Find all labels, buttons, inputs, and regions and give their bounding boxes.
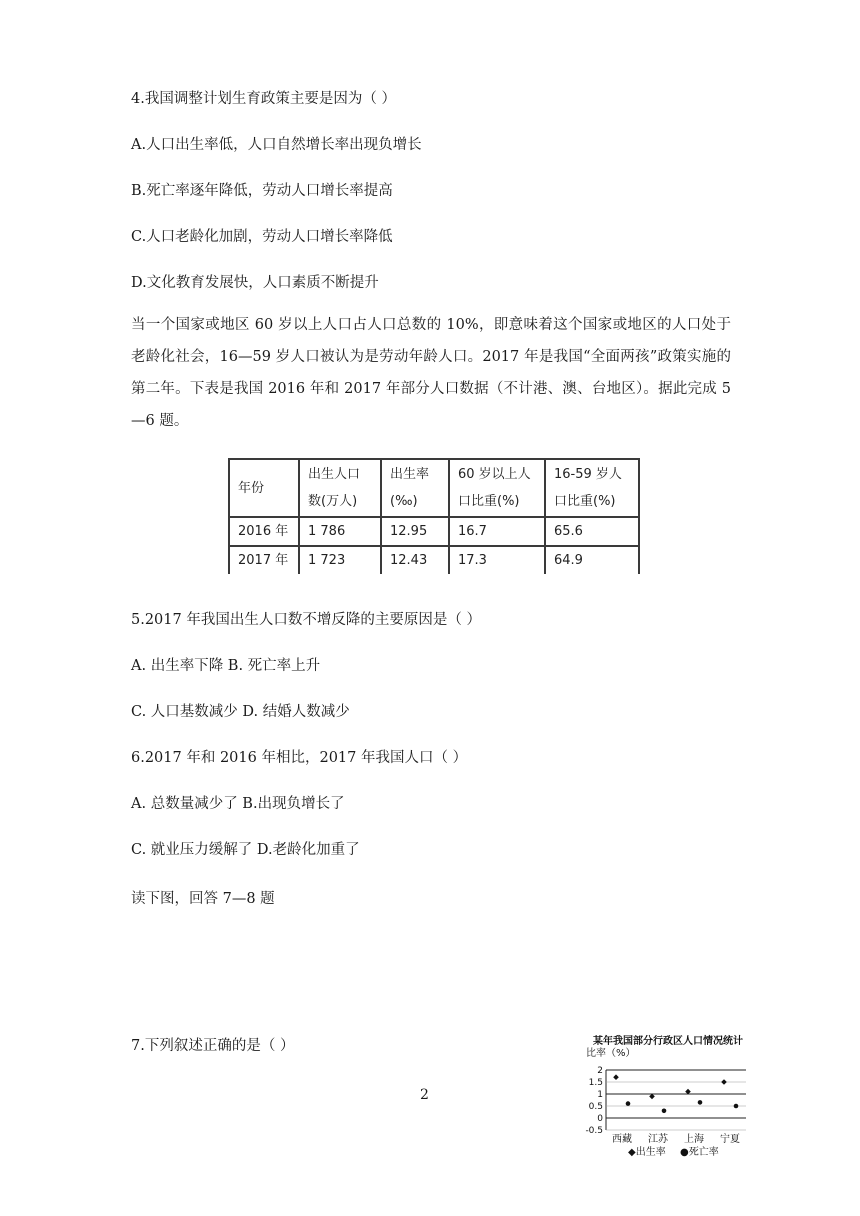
table-cell: 12.95 [381,517,449,546]
q4-option-a: A.人口出生率低，人口自然增长率出现负增长 [131,137,422,153]
population-rate-chart [580,1032,760,1162]
table-cell: 17.3 [449,546,545,574]
table-cell: 64.9 [545,546,639,574]
table-header-cell: 16-59 岁人口比重(%) [545,459,639,517]
table-header-cell: 60 岁以上人口比重(%) [449,459,545,517]
x-tick-label: 江苏 [648,1134,668,1145]
read-figure-prompt: 读下图，回答 7—8 题 [131,891,275,907]
table-cell: 16.7 [449,517,545,546]
q7-stem: 7.下列叙述正确的是（ ） [131,1038,295,1054]
q5-stem: 5.2017 年我国出生人口数不增反降的主要原因是（ ） [131,612,481,628]
population-table [228,458,640,574]
death-rate-point [734,1104,739,1109]
chart-ylabel: 比率（%） [586,1048,636,1059]
table-header-cell: 出生人口数(万人) [299,459,381,517]
birth-rate-point [613,1074,619,1080]
q6-options-ab: A. 总数量减少了 B.出现负增长了 [131,796,345,812]
q4-option-d: D.文化教育发展快，人口素质不断提升 [131,275,379,291]
chart-title: 某年我国部分行政区人口情况统计 [593,1036,743,1047]
q6-options-cd: C. 就业压力缓解了 D.老龄化加重了 [131,842,360,858]
table-cell: 65.6 [545,517,639,546]
table-cell: 1 786 [299,517,381,546]
y-tick-label: 0.5 [588,1102,603,1112]
table-row [229,546,639,574]
table-cell: 1 723 [299,546,381,574]
q4-option-b: B.死亡率逐年降低，劳动人口增长率提高 [131,183,393,199]
x-tick-label: 上海 [684,1134,704,1145]
death-rate-point [662,1109,667,1114]
table-header-cell: 出生率(‰) [381,459,449,517]
q6-stem: 6.2017 年和 2016 年相比，2017 年我国人口（ ） [131,750,468,766]
death-rate-point [698,1100,703,1105]
table-header-cell: 年份 [229,459,299,517]
table-header-row [229,459,639,517]
legend-birth-rate: ◆出生率 [628,1147,666,1158]
q5-options-cd: C. 人口基数减少 D. 结婚人数减少 [131,704,350,720]
table-cell: 12.43 [381,546,449,574]
table-cell: 2016 年 [229,517,299,546]
q4-option-c: C.人口老龄化加剧，劳动人口增长率降低 [131,229,393,245]
y-tick-label: -0.5 [585,1126,603,1136]
table-row [229,517,639,546]
legend-death-rate: ●死亡率 [680,1147,719,1158]
death-rate-point [626,1101,631,1106]
q5-options-ab: A. 出生率下降 B. 死亡率上升 [131,658,321,674]
x-tick-label: 宁夏 [720,1134,740,1145]
x-tick-label: 西藏 [612,1134,632,1145]
page-number: 2 [420,1087,429,1103]
q4-stem: 4.我国调整计划生育政策主要是因为（ ） [131,91,396,107]
y-tick-label: 1.5 [588,1078,603,1088]
birth-rate-point [721,1079,727,1085]
table-cell: 2017 年 [229,546,299,574]
y-tick-label: 2 [597,1066,603,1076]
y-tick-label: 1 [597,1090,603,1100]
y-tick-label: 0 [597,1114,603,1124]
intro-paragraph: 当一个国家或地区 60 岁以上人口占人口总数的 10%，即意味着这个国家或地区的人口处于老龄化社会，16—59 岁人口被认为是劳动年龄人口。2017 年是我国“全面两孩”政策实施的第二年。下表是我国 2016 年和 2017 年部分人口数据（不计港、澳、台地区）。据此完成 5—6 题。 [131,317,731,429]
